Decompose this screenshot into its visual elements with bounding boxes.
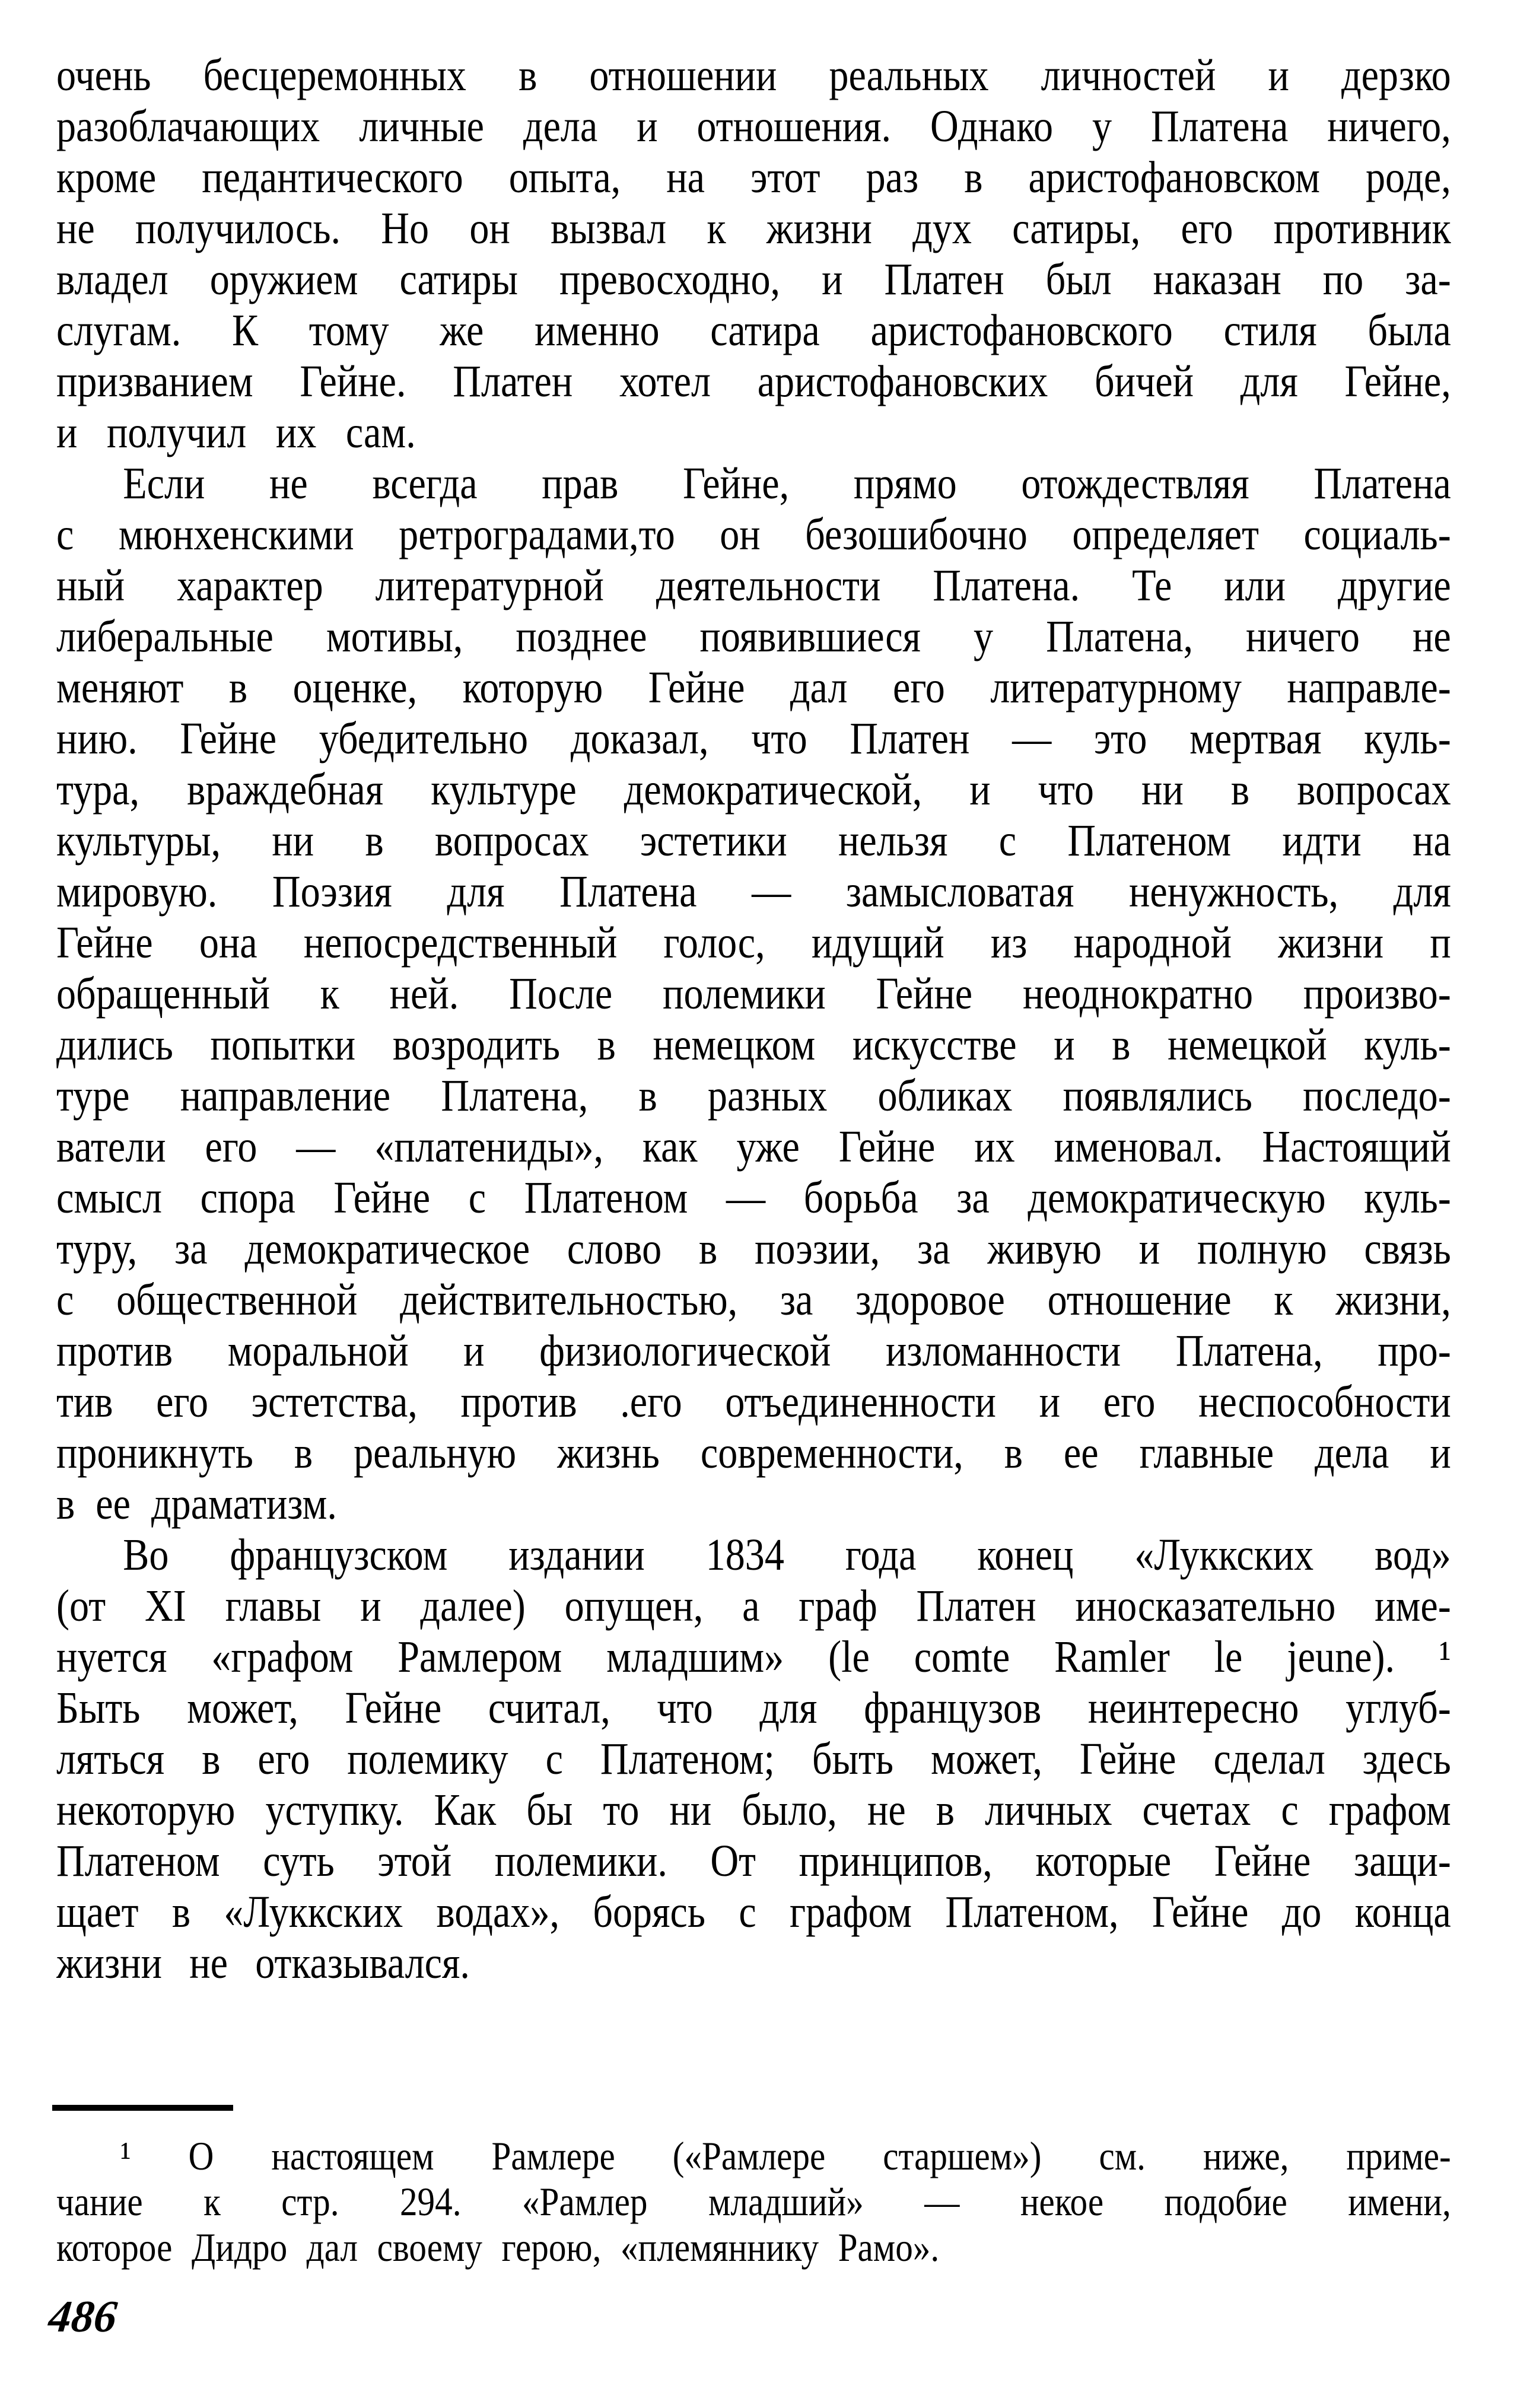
footnote-rule xyxy=(52,2105,233,2111)
text-line: жизни не отказывался. xyxy=(56,1938,470,1988)
text-line: не получилось. Но он вызвал к жизни дух сатиры, его противник xyxy=(56,203,1451,253)
text-line: с общественной действительностью, за здоровое отношение к жизни, xyxy=(56,1275,1451,1325)
footnote xyxy=(56,2133,1514,2270)
text-line: меняют в оценке, которую Гейне дал его литературному направле- xyxy=(56,663,1451,712)
text-line: и получил их сам. xyxy=(56,408,416,457)
text-line: тив его эстетства, против .его отъединенности и его неспособности xyxy=(56,1377,1451,1427)
text-line: проникнуть в реальную жизнь современности, в ее главные дела и xyxy=(56,1428,1451,1478)
text-line: нию. Гейне убедительно доказал, что Платен — это мертвая куль- xyxy=(56,714,1451,764)
text-line: с мюнхенскими ретроградами,то он безошибочно определяет социаль- xyxy=(56,510,1451,559)
paragraph-1 xyxy=(56,50,1514,458)
text-line: Платеном суть этой полемики. От принципов, которые Гейне защи- xyxy=(56,1836,1451,1886)
text-line: призванием Гейне. Платен хотел аристофановских бичей для Гейне, xyxy=(56,357,1451,406)
text-line: смысл спора Гейне с Платеном — борьба за демократическую куль- xyxy=(56,1173,1451,1223)
text-line: нуется «графом Рамлером младшим» (le comte Ramler le jeune). ¹ xyxy=(56,1632,1451,1682)
footnote-line: чание к стр. 294. «Рамлер младший» — некое подобие имени, xyxy=(56,2179,1451,2224)
text-line: некоторую уступку. Как бы то ни было, не в личных счетах с графом xyxy=(56,1785,1451,1835)
text-line: в ее драматизм. xyxy=(56,1479,337,1529)
text-line: дились попытки возродить в немецком искусстве и в немецкой куль- xyxy=(56,1020,1451,1070)
text-line: владел оружием сатиры превосходно, и Платен был наказан по за- xyxy=(56,255,1451,304)
text-line: Во французском издании 1834 года конец «Луккских вод» xyxy=(123,1530,1451,1580)
text-line: Если не всегда прав Гейне, прямо отождествляя Платена xyxy=(123,459,1451,508)
text-line: ный характер литературной деятельности Платена. Те или другие xyxy=(56,561,1451,610)
text-line: ляться в его полемику с Платеном; быть может, Гейне сделал здесь xyxy=(56,1734,1451,1784)
text-line: (от XI главы и далее) опущен, а граф Платен иносказательно име- xyxy=(56,1581,1451,1631)
text-line: слугам. К тому же именно сатира аристофановского стиля была xyxy=(56,306,1451,355)
text-line: туре направление Платена, в разных обликах появлялись последо- xyxy=(56,1071,1451,1121)
text-line: мировую. Поэзия для Платена — замысловатая ненужность, для xyxy=(56,867,1451,917)
text-line: Быть может, Гейне считал, что для французов неинтересно углуб- xyxy=(56,1683,1451,1733)
text-line: обращенный к ней. После полемики Гейне неоднократно произво- xyxy=(56,969,1451,1019)
text-line: Гейне она непосредственный голос, идущий из народной жизни п xyxy=(56,918,1451,968)
text-line: очень бесцеремонных в отношении реальных личностей и дерзко xyxy=(56,50,1451,100)
footnote-line: ¹ О настоящем Рамлере («Рамлере старшем») см. ниже, приме- xyxy=(120,2133,1451,2178)
text-line: разоблачающих личные дела и отношения. Однако у Платена ничего, xyxy=(56,101,1451,151)
body-text xyxy=(56,50,1514,1989)
text-line: против моральной и физиологической изломанности Платена, про- xyxy=(56,1326,1451,1376)
text-line: тура, враждебная культуре демократической, и что ни в вопросах xyxy=(56,765,1451,815)
text-line: кроме педантического опыта, на этот раз в аристофановском роде, xyxy=(56,152,1451,202)
paragraph-2 xyxy=(56,458,1514,1529)
page-number: 486 xyxy=(46,2292,120,2342)
text-line: либеральные мотивы, позднее появившиеся у Платена, ничего не xyxy=(56,612,1451,661)
paragraph-3 xyxy=(56,1529,1514,1989)
text-line: щает в «Луккских водах», борясь с графом Платеном, Гейне до конца xyxy=(56,1887,1451,1937)
footnote-line: которое Дидро дал своему герою, «племяннику Рамо». xyxy=(56,2225,940,2270)
text-line: туру, за демократическое слово в поэзии, за живую и полную связь xyxy=(56,1224,1451,1274)
text-line: ватели его — «платениды», как уже Гейне их именовал. Настоящий xyxy=(56,1122,1451,1172)
text-line: культуры, ни в вопросах эстетики нельзя с Платеном идти на xyxy=(56,816,1451,866)
